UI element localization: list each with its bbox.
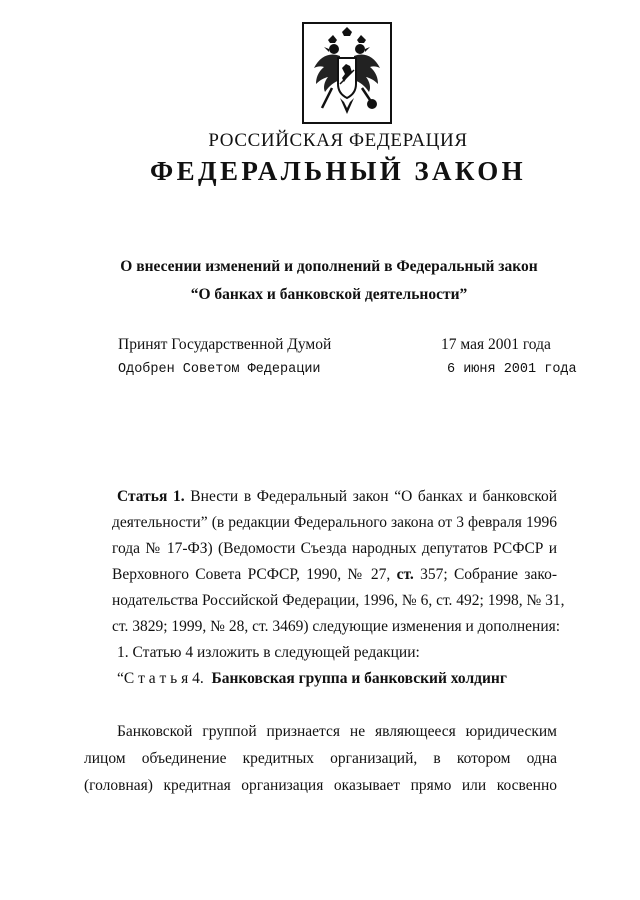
law-title-line2: “О банках и банковской деятельности” bbox=[190, 286, 468, 303]
council-approval-label: Одобрен Советом Федерации bbox=[118, 362, 321, 377]
banking-group-paragraph bbox=[84, 718, 557, 799]
paragraph-line: (головная) кредитная организация оказывает прямо или косвенно bbox=[84, 777, 557, 794]
article-1-line: нодательства Российской Федерации, 1996, № 6, ст. 492; 1998, № 31, bbox=[112, 592, 565, 609]
country-name: РОССИЙСКАЯ ФЕДЕРАЦИЯ bbox=[208, 130, 468, 151]
article-1-heading: Статья 1. bbox=[117, 488, 185, 505]
paragraph-line: Банковской группой признается не являющееся юридическим bbox=[117, 723, 557, 740]
amendment-item-1: 1. Статью 4 изложить в следующей редакции: bbox=[117, 644, 420, 661]
duma-adoption-label: Принят Государственной Думой bbox=[118, 336, 332, 353]
article-1-text bbox=[112, 484, 565, 692]
coat-of-arms-icon bbox=[302, 22, 392, 124]
article-4-heading: “С т а т ь я 4. Банковская группа и банковский холдинг bbox=[117, 670, 507, 687]
article-1-line: года № 17-ФЗ) (Ведомости Съезда народных депутатов РСФСР и bbox=[112, 540, 557, 557]
law-title-line1: О внесении изменений и дополнений в Федеральный закон bbox=[120, 258, 538, 275]
duma-adoption-date: 17 мая 2001 года bbox=[441, 336, 551, 353]
document-type: ФЕДЕРАЛЬНЫЙ ЗАКОН bbox=[149, 156, 526, 186]
article-1-line: деятельности” (в редакции Федерального закона от 3 февраля 1996 bbox=[112, 514, 557, 531]
article-1-line: Статья 1. Внести в Федеральный закон “О банках и банковской bbox=[117, 488, 557, 505]
article-1-line: ст. 3829; 1999, № 28, ст. 3469) следующие изменения и дополнения: bbox=[112, 618, 561, 635]
paragraph-line: лицом объединение кредитных организаций, в котором одна bbox=[84, 750, 557, 767]
article-4-title: Банковская группа и банковский холдинг bbox=[211, 670, 507, 687]
article-1-line: Верховного Совета РСФСР, 1990, № 27, ст. 357; Собрание зако- bbox=[112, 566, 558, 583]
council-approval-date: 6 июня 2001 года bbox=[447, 362, 577, 377]
